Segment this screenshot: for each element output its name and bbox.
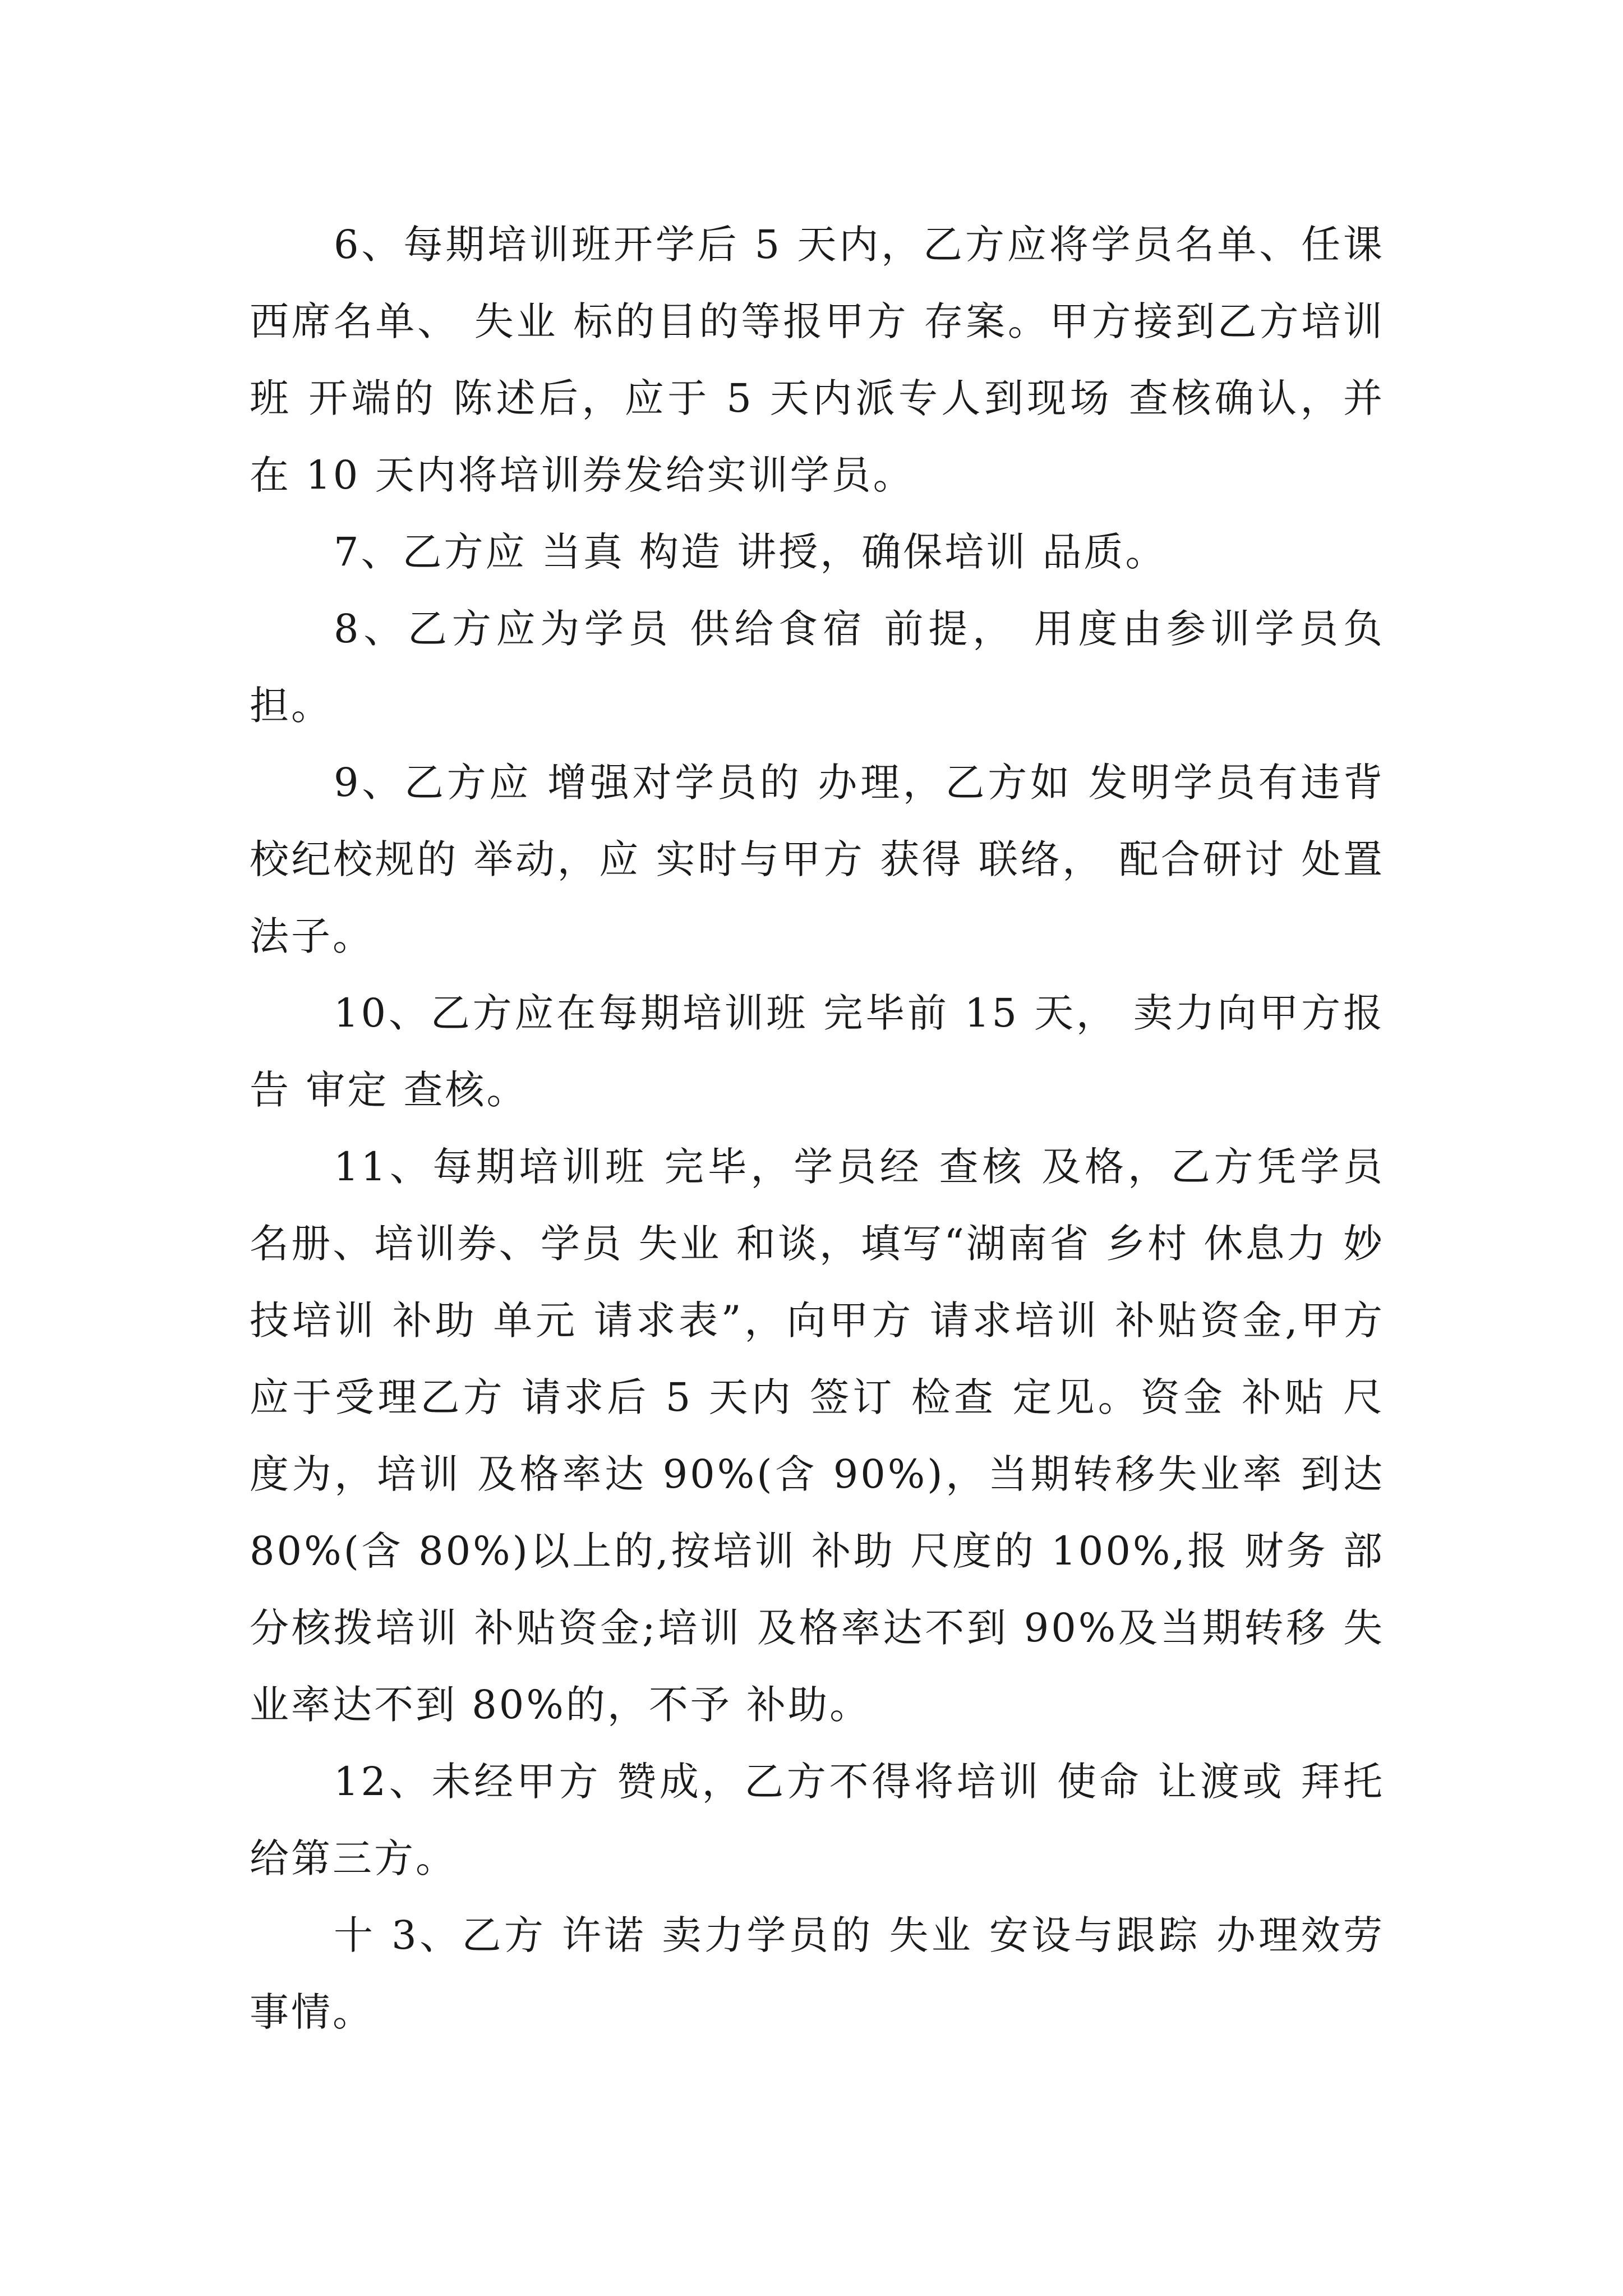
clause-12: 12、未经甲方 赞成，乙方不得将培训 使命 让渡或 拜托给第三方。	[250, 1759, 1385, 1881]
clause-7: 7、乙方应 当真 构造 讲授，确保培训 品质。	[334, 529, 1167, 575]
clause-9: 9、乙方应 增强对学员的 办理，乙方如 发明学员有违背校纪校规的 举动，应 实时与甲方 获得 联络， 配合研讨 处置 法子。	[250, 760, 1400, 959]
clause-8: 8、乙方应为学员 供给食宿 前提， 用度由参训学员负担。	[250, 606, 1385, 729]
document-body	[250, 206, 1400, 2051]
clause-11: 11、每期培训班 完毕，学员经 查核 及格，乙方凭学员名册、培训券、学员 失业 和谈，填写“湖南省 乡村 休息力 妙技培训 补助 单元 请求表”，向甲方 请求培训 补贴资金,甲方应于受理乙方 请求后 5 天内 签订 检查 定见。资金 补贴 尺度为，培训 及格率达 90%(含 90%)，当期转移失业率 到达 80%(含 80%)以上的,按培训 补助 尺度的 100%,报 财务 部分核拨培训 补贴资金;培训 及格率达不到 90%及当期转移 失业率达不到 80%的，不予 补助。	[250, 1144, 1400, 1728]
clause-6: 6、每期培训班开学后 5 天内，乙方应将学员名单、任课 西席名单、 失业 标的目的等报甲方 存案。甲方接到乙方培训班 开端的 陈述后，应于 5 天内派专人到现场 查核确认，并在 10 天内将培训券发给实训学员。	[250, 222, 1400, 498]
clause-10: 10、乙方应在每期培训班 完毕前 15 天， 卖力向甲方报告 审定 查核。	[250, 990, 1385, 1113]
clause-13: 十 3、乙方 许诺 卖力学员的 失业 安设与跟踪 办理效劳 事情。	[250, 1912, 1400, 2035]
